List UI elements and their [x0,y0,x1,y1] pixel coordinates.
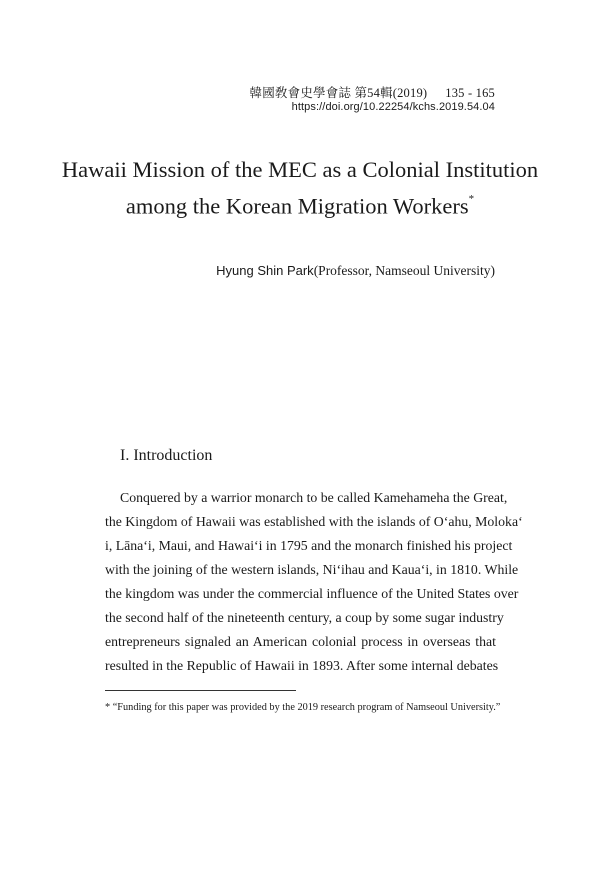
footnote: * “Funding for this paper was provided by the 2019 research program of Namseoul University.” [105,702,501,713]
page-range: 135 - 165 [445,86,495,100]
body-line: Conquered by a warrior monarch to be called Kamehameha the Great, [120,490,508,505]
body-line: entrepreneurs signaled an American colonial process in overseas that [105,634,496,649]
author-name: Hyung Shin Park [216,263,314,278]
body-line: resulted in the Republic of Hawaii in 1893. After some internal debates [105,658,499,673]
author-affiliation: (Professor, Namseoul University) [313,263,495,278]
body-line: the second half of the nineteenth century, a coup by some sugar industry [105,610,504,625]
paper-title-line-2-text: among the Korean Migration Workers [125,193,469,219]
paper-title-line-2 [40,187,560,222]
doi-link[interactable]: https://doi.org/10.22254/kchs.2019.54.04 [291,101,495,113]
body-line: the Kingdom of Hawaii was established with the islands of O‘ahu, Moloka‘ [105,514,523,529]
paper-title-line-1: Hawaii Mission of the MEC as a Colonial Institution [61,157,539,182]
footnote-divider [105,690,296,691]
title-footnote-mark[interactable]: * [468,193,475,205]
body-line: with the joining of the western islands, Ni‘ihau and Kaua‘i, in 1810. While [105,562,519,577]
section-heading: I. Introduction [120,447,213,464]
journal-header [250,83,495,101]
body-line: i, Lāna‘i, Maui, and Hawai‘i in 1795 and the monarch finished his project [105,538,513,553]
journal-name: 韓國敎會史學會誌 第54輯(2019) [249,86,428,100]
author-line [216,263,495,279]
body-line: the kingdom was under the commercial influence of the United States over [105,586,519,601]
